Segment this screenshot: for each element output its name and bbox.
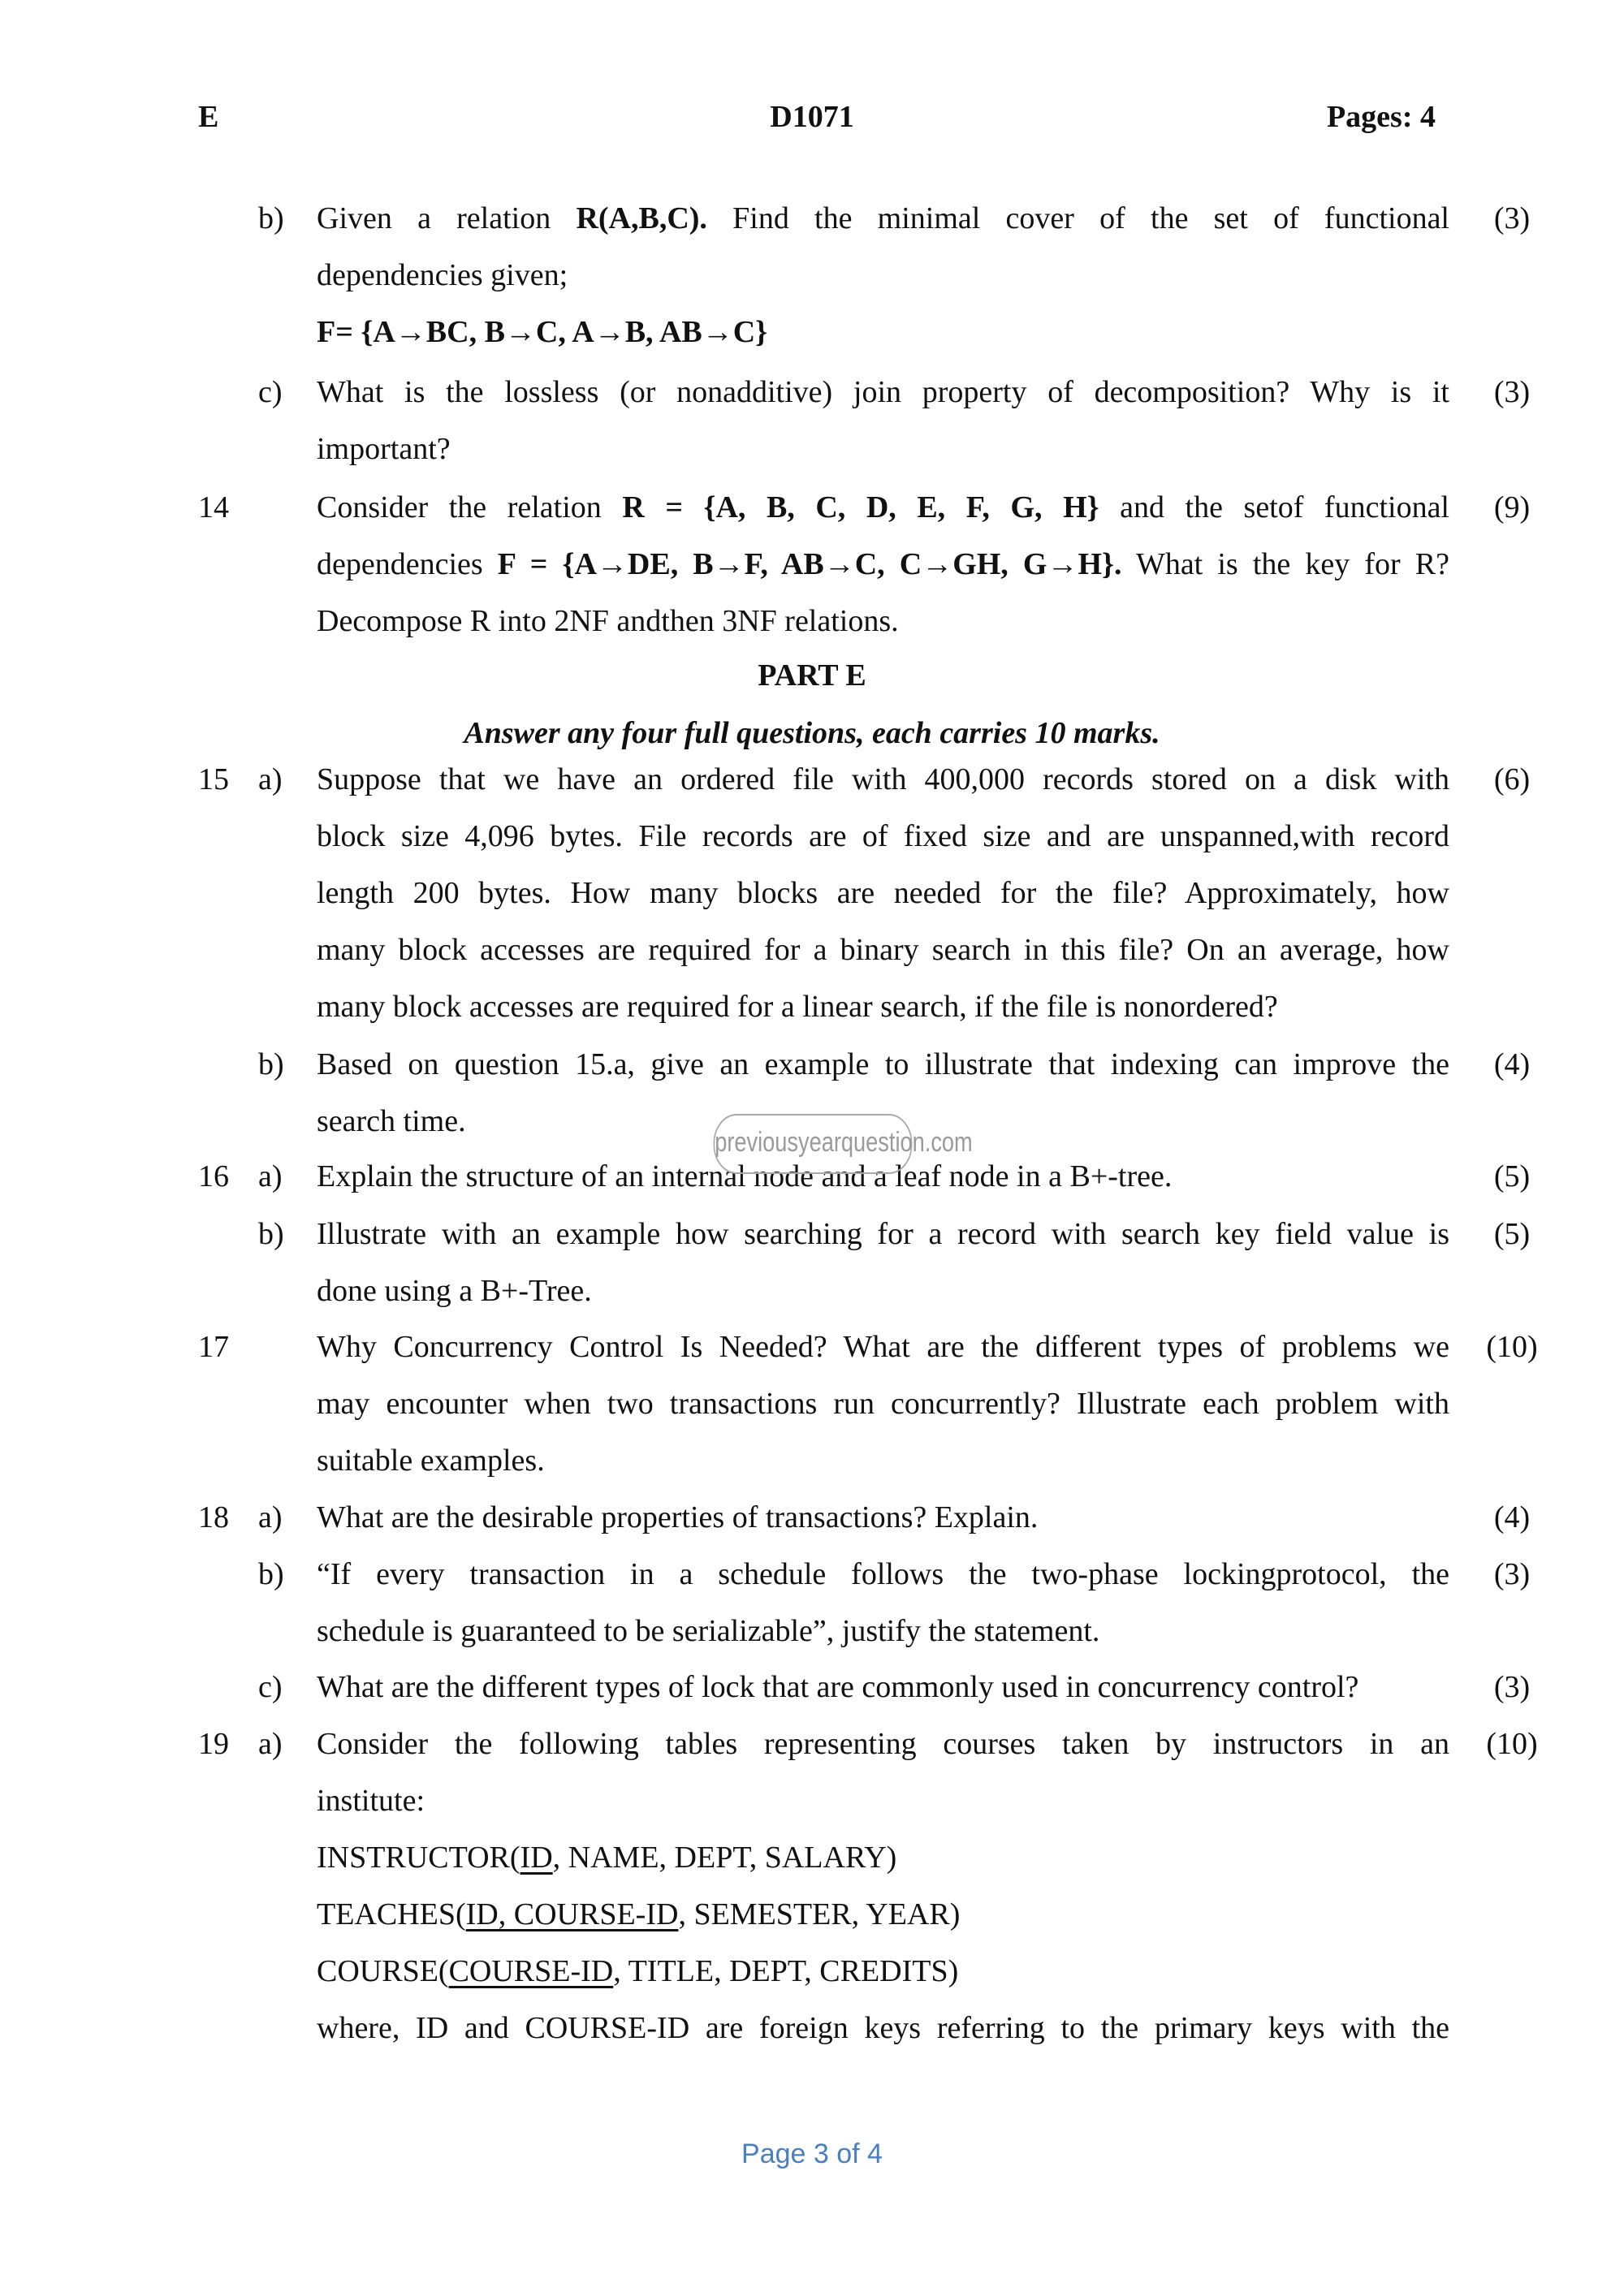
question-marks: (4) bbox=[1493, 1500, 1531, 1534]
table-name: TEACHES( bbox=[317, 1897, 466, 1931]
question-number: 18 bbox=[198, 1500, 229, 1534]
question-sub: a) bbox=[258, 1500, 283, 1534]
question-marks: (3) bbox=[1493, 375, 1531, 409]
table-attributes: , SEMESTER, YEAR) bbox=[678, 1897, 961, 1931]
text-line: dependencies given; bbox=[317, 258, 568, 292]
text-line: What are the desirable properties of transactions? Explain. bbox=[317, 1500, 1039, 1534]
text-line bbox=[317, 190, 1449, 247]
question-marks: (4) bbox=[1493, 1047, 1531, 1081]
text-line bbox=[317, 479, 1449, 536]
text-line bbox=[317, 536, 1449, 593]
question-text bbox=[317, 479, 1449, 650]
fd-set: F= {A→BC, B→C, A→B, AB→C} bbox=[317, 315, 768, 349]
text-line: length 200 bytes. How many blocks are needed for the file? Approximately, how bbox=[317, 876, 1449, 910]
question-sub: b) bbox=[258, 201, 284, 235]
text-span: and the setof functional bbox=[1099, 490, 1449, 524]
table-attributes: , TITLE, DEPT, CREDITS) bbox=[613, 1954, 959, 1988]
text-line: may encounter when two transactions run concurrently? Illustrate each problem with bbox=[317, 1387, 1449, 1421]
part-title: PART E bbox=[758, 658, 866, 693]
text-line: Suppose that we have an ordered file with 400,000 records stored on a disk with bbox=[317, 762, 1449, 796]
text-line: What are the different types of lock that are commonly used in concurrency control? bbox=[317, 1670, 1359, 1704]
question-sub: b) bbox=[258, 1047, 284, 1081]
question-text bbox=[317, 1489, 1449, 1546]
question-sub: b) bbox=[258, 1217, 284, 1251]
text-line: Illustrate with an example how searching for a record with search key field value is bbox=[317, 1217, 1449, 1251]
text-span: Given a relation bbox=[317, 201, 577, 235]
text-line: schedule is guaranteed to be serializable”, justify the statement. bbox=[317, 1614, 1100, 1648]
primary-key: ID, COURSE-ID bbox=[465, 1897, 679, 1931]
text-span: Find the minimal cover of the set of functional bbox=[706, 201, 1449, 235]
relation-name: R(A,B,C). bbox=[576, 201, 707, 235]
text-line: where, ID and COURSE-ID are foreign keys referring to the primary keys with the bbox=[317, 2011, 1449, 2045]
table-schema-teaches bbox=[317, 1886, 1449, 1943]
header-pages: Pages: 4 bbox=[1326, 100, 1436, 134]
primary-key: COURSE-ID bbox=[448, 1954, 614, 1988]
question-marks: (10) bbox=[1486, 1727, 1538, 1761]
question-marks: (9) bbox=[1493, 490, 1531, 524]
text-line: important? bbox=[317, 432, 451, 466]
relation-def: R = {A, B, C, D, E, F, G, H} bbox=[622, 490, 1099, 524]
text-span: dependencies bbox=[317, 547, 498, 581]
question-text bbox=[317, 1716, 1449, 2056]
fd-set: F = {A→DE, B→F, AB→C, C→GH, G→H}. bbox=[497, 547, 1122, 581]
question-text bbox=[317, 364, 1449, 477]
header-left: E bbox=[198, 100, 219, 134]
text-line: Explain the structure of an internal node and a leaf node in a B+-tree. bbox=[317, 1159, 1173, 1193]
question-number: 17 bbox=[198, 1330, 229, 1364]
text-span: What is the key for R? bbox=[1121, 547, 1449, 581]
question-text bbox=[317, 751, 1449, 1035]
question-number: 16 bbox=[198, 1159, 229, 1193]
question-number: 15 bbox=[198, 762, 229, 796]
text-line: Decompose R into 2NF andthen 3NF relations. bbox=[317, 604, 899, 638]
question-marks: (3) bbox=[1493, 1557, 1531, 1591]
text-line: Why Concurrency Control Is Needed? What are the different types of problems we bbox=[317, 1330, 1449, 1364]
text-line: done using a B+-Tree. bbox=[317, 1274, 592, 1308]
text-line: suitable examples. bbox=[317, 1444, 545, 1478]
question-sub: c) bbox=[258, 375, 283, 409]
question-text bbox=[317, 1318, 1449, 1489]
question-text bbox=[317, 190, 1449, 360]
question-marks: (10) bbox=[1486, 1330, 1538, 1364]
text-line: many block accesses are required for a linear search, if the file is nonordered? bbox=[317, 990, 1278, 1024]
primary-key: ID bbox=[520, 1841, 553, 1875]
question-number: 14 bbox=[198, 490, 229, 524]
question-marks: (3) bbox=[1493, 201, 1531, 235]
question-sub: a) bbox=[258, 1727, 283, 1761]
watermark-stamp: previousyearquestion.com bbox=[714, 1114, 913, 1174]
table-name: COURSE( bbox=[317, 1954, 449, 1988]
table-schema-instructor bbox=[317, 1829, 1449, 1886]
question-marks: (5) bbox=[1493, 1217, 1531, 1251]
question-text bbox=[317, 1206, 1449, 1319]
text-line: What is the lossless (or nonadditive) join property of decomposition? Why is it bbox=[317, 375, 1449, 409]
question-sub: a) bbox=[258, 1159, 283, 1193]
text-span: Consider the relation bbox=[317, 490, 623, 524]
page-footer: Page 3 of 4 bbox=[741, 2138, 883, 2169]
text-line: Based on question 15.a, give an example to illustrate that indexing can improve the bbox=[317, 1047, 1449, 1081]
text-line: many block accesses are required for a binary search in this file? On an average, how bbox=[317, 933, 1449, 967]
question-marks: (5) bbox=[1493, 1159, 1531, 1193]
text-line: “If every transaction in a schedule follows the two-phase lockingprotocol, the bbox=[317, 1557, 1449, 1591]
table-name: INSTRUCTOR( bbox=[317, 1841, 520, 1875]
table-attributes: , NAME, DEPT, SALARY) bbox=[552, 1841, 897, 1875]
text-line: institute: bbox=[317, 1784, 425, 1818]
part-instruction: Answer any four full questions, each carries 10 marks. bbox=[464, 716, 1160, 750]
text-line: Consider the following tables representing courses taken by instructors in an bbox=[317, 1727, 1449, 1761]
question-text bbox=[317, 1659, 1449, 1716]
table-schema-course bbox=[317, 1943, 1449, 2000]
question-text bbox=[317, 1546, 1449, 1659]
question-number: 19 bbox=[198, 1727, 229, 1761]
question-marks: (6) bbox=[1493, 762, 1531, 796]
text-line: block size 4,096 bytes. File records are of fixed size and are unspanned,with record bbox=[317, 819, 1449, 853]
question-sub: b) bbox=[258, 1557, 284, 1591]
question-sub: a) bbox=[258, 762, 283, 796]
text-line: search time. bbox=[317, 1104, 466, 1138]
question-sub: c) bbox=[258, 1670, 283, 1704]
header-code: D1071 bbox=[770, 100, 854, 134]
question-marks: (3) bbox=[1493, 1670, 1531, 1704]
